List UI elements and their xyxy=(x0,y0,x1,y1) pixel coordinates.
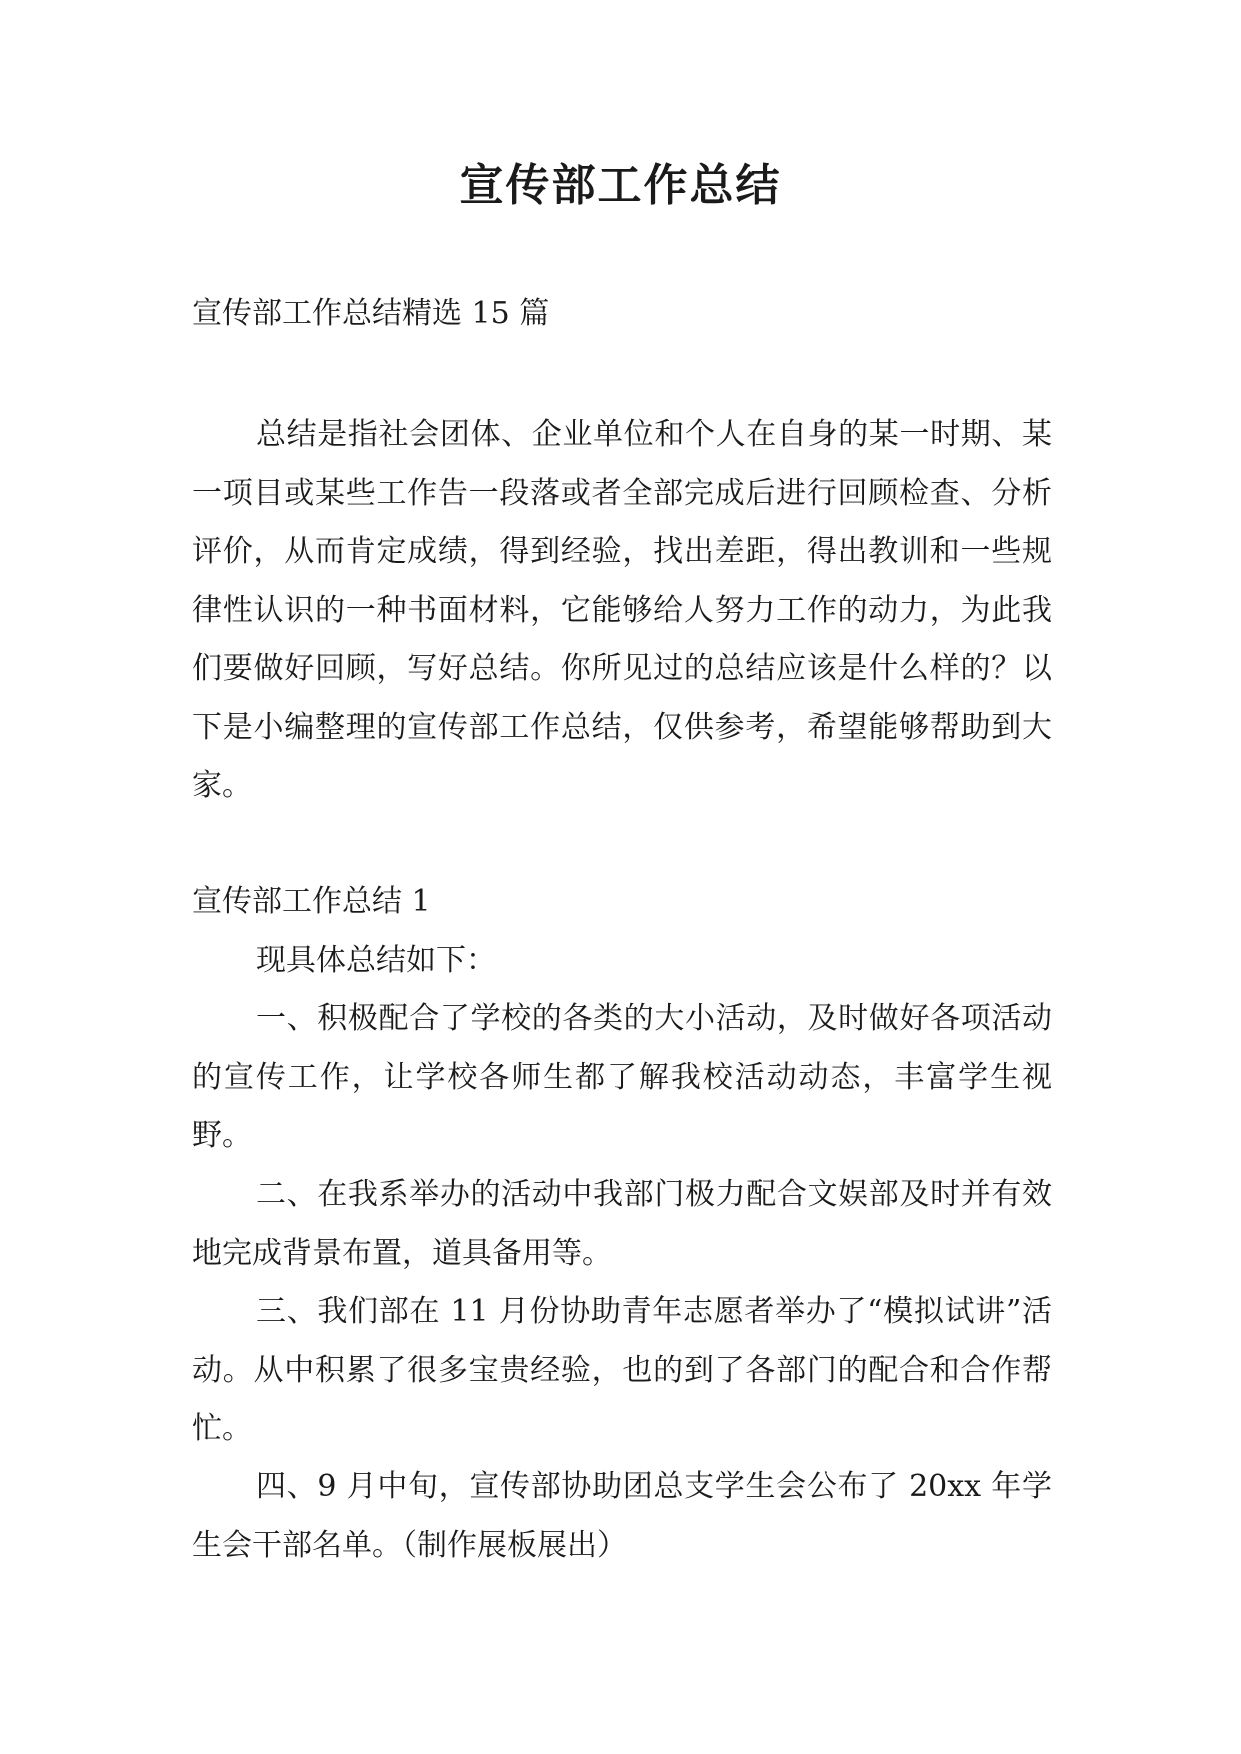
body-paragraph: 三、我们部在 11 月份协助青年志愿者举办了“模拟试讲”活动。从中积累了很多宝贵经验，也的到了各部门的配合和合作帮忙。 xyxy=(192,1294,1052,1446)
intro-paragraph: 总结是指社会团体、企业单位和个人在自身的某一时期、某一项目或某些工作告一段落或者全部完成后进行回顾检查、分析评价，从而肯定成绩，得到经验，找出差距，得出教训和一些规律性认识的一种书面材料，它能够给人努力工作的动力，为此我们要做好回顾，写好总结。你所见过的总结应该是什么样的？以下是小编整理的宣传部工作总结，仅供参考，希望能够帮助到大家。 xyxy=(192,417,1052,803)
body-paragraph: 一、积极配合了学校的各类的大小活动，及时做好各项活动的宣传工作，让学校各师生都了解我校活动动态，丰富学生视野。 xyxy=(192,1001,1052,1153)
section-heading: 宣传部工作总结 1 xyxy=(192,884,431,919)
body-paragraph: 四、9 月中旬，宣传部协助团总支学生会公布了 20xx 年学生会干部名单。（制作展板展出） xyxy=(192,1469,1052,1563)
document-title: 宣传部工作总结 xyxy=(459,160,782,211)
document-subtitle: 宣传部工作总结精选 15 篇 xyxy=(192,296,550,331)
body-paragraph: 现具体总结如下： xyxy=(256,943,496,978)
body-paragraph: 二、在我系举办的活动中我部门极力配合文娱部及时并有效地完成背景布置，道具备用等。 xyxy=(192,1177,1052,1271)
